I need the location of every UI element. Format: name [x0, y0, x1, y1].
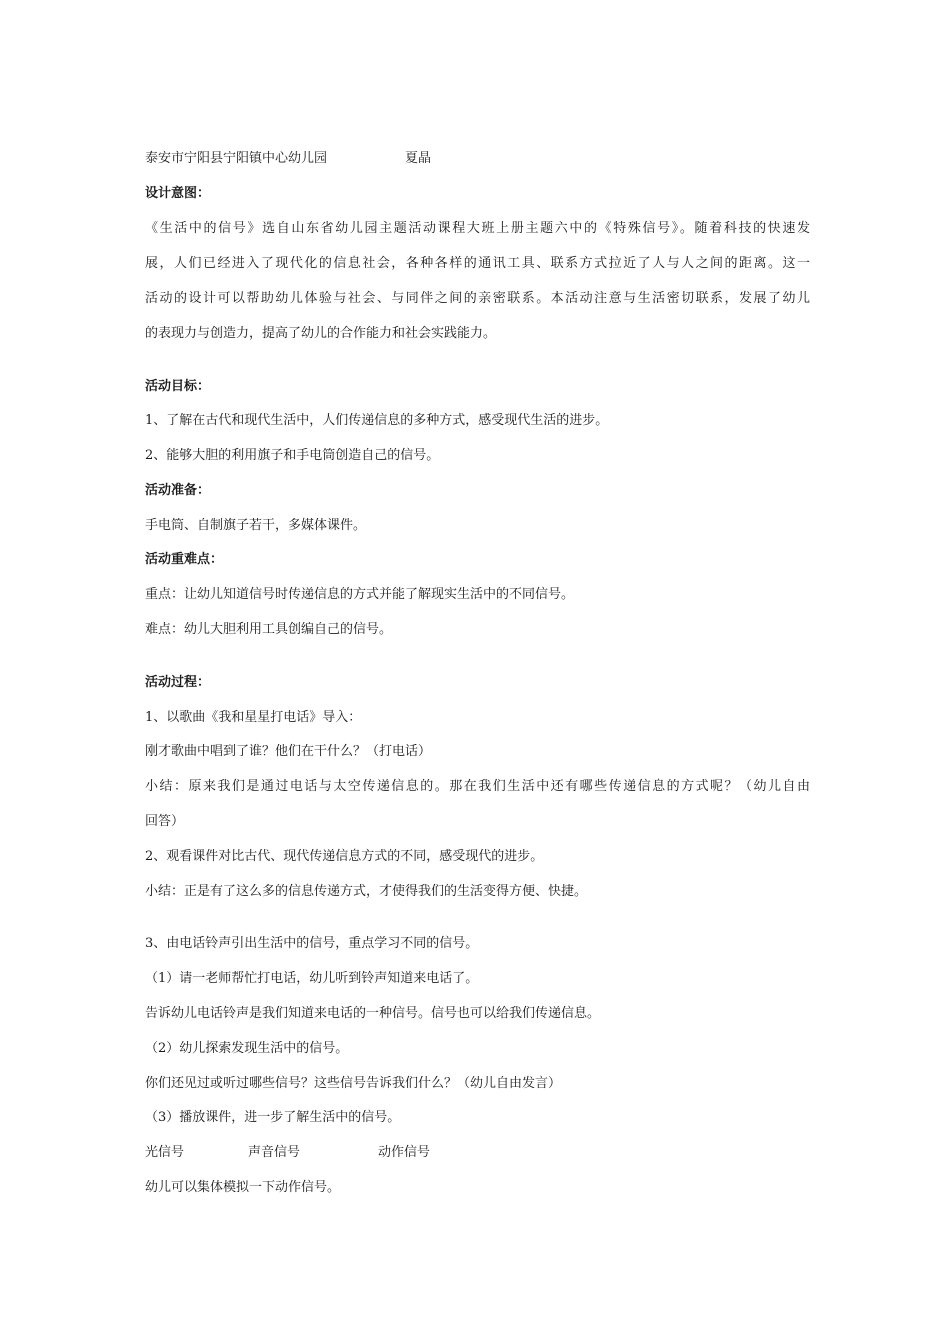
key-point-focus: 重点：让幼儿知道信号时传递信息的方式并能了解现实生活中的不同信号。 [145, 587, 575, 602]
signal-type-sound: 声音信号 [248, 1145, 301, 1160]
process-text: 告诉幼儿电话铃声是我们知道来电话的一种信号。信号也可以给我们传递信息。 [145, 1006, 601, 1021]
preparation-text: 手电筒、自制旗子若干，多媒体课件。 [145, 518, 367, 533]
process-text: 小结：正是有了这么多的信息传递方式，才使得我们的生活变得方便、快捷。 [145, 884, 588, 899]
key-points-heading: 活动重难点： [145, 552, 224, 567]
design-intent-heading: 设计意图： [145, 186, 211, 201]
process-substep: （1）请一老师帮忙打电话，幼儿听到铃声知道来电话了。 [145, 971, 479, 986]
design-intent-line: 展，人们已经进入了现代化的信息社会，各种各样的通讯工具、联系方式拉近了人与人之间的距离。这一 [145, 256, 810, 271]
process-step: 2、观看课件对比古代、现代传递信息方式的不同，感受现代的进步。 [145, 849, 544, 864]
process-substep: （3）播放课件，进一步了解生活中的信号。 [145, 1110, 401, 1125]
goals-heading: 活动目标： [145, 379, 211, 394]
process-step: 3、由电话铃声引出生活中的信号，重点学习不同的信号。 [145, 936, 479, 951]
key-point-difficulty: 难点：幼儿大胆利用工具创编自己的信号。 [145, 622, 393, 637]
design-intent-line: 《生活中的信号》选自山东省幼儿园主题活动课程大班上册主题六中的《特殊信号》。随着科技的快速发 [145, 221, 810, 236]
process-heading: 活动过程： [145, 675, 211, 690]
signal-type-action: 动作信号 [378, 1145, 431, 1160]
process-substep: （2）幼儿探索发现生活中的信号。 [145, 1041, 349, 1056]
school-name: 泰安市宁阳县宁阳镇中心幼儿园 [145, 151, 328, 166]
preparation-heading: 活动准备： [145, 483, 211, 498]
process-step: 1、以歌曲《我和星星打电话》导入： [145, 710, 362, 725]
signal-types-line [145, 1144, 810, 1162]
header-line [145, 150, 810, 168]
signal-type-light: 光信号 [145, 1145, 185, 1160]
design-intent-line: 活动的设计可以帮助幼儿体验与社会、与同伴之间的亲密联系。本活动注意与生活密切联系，发展了幼儿 [145, 291, 810, 306]
goal-item: 1、了解在古代和现代生活中，人们传递信息的多种方式，感受现代生活的进步。 [145, 413, 609, 428]
process-text: 回答） [145, 814, 185, 829]
process-text: 幼儿可以集体模拟一下动作信号。 [145, 1180, 341, 1195]
goal-item: 2、能够大胆的利用旗子和手电筒创造自己的信号。 [145, 448, 440, 463]
design-intent-line: 的表现力与创造力，提高了幼儿的合作能力和社会实践能力。 [145, 326, 497, 341]
process-text: 刚才歌曲中唱到了谁？他们在干什么？（打电话） [145, 744, 432, 759]
process-text: 你们还见过或听过哪些信号？这些信号告诉我们什么？（幼儿自由发言） [145, 1076, 562, 1091]
process-text: 小结：原来我们是通过电话与太空传递信息的。那在我们生活中还有哪些传递信息的方式呢？（幼儿自由 [145, 779, 810, 794]
author-name: 夏晶 [405, 151, 432, 166]
